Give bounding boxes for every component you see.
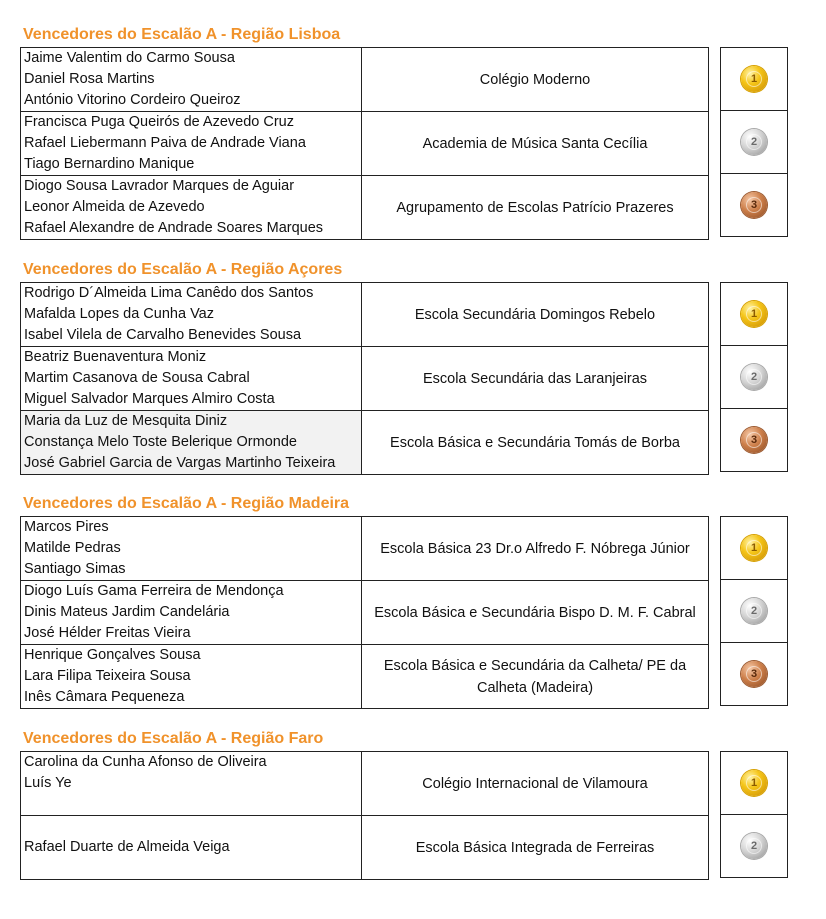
winner-name: Matilde Pedras: [24, 540, 121, 556]
winner-name: António Vitorino Cordeiro Queiroz: [24, 92, 241, 108]
winner-name: [21, 794, 361, 815]
winner-name: José Hélder Freitas Vieira: [24, 625, 191, 641]
section-title: Vencedores do Escalão A - Região Faro: [23, 730, 324, 747]
winners-table: [20, 282, 709, 475]
school-cell: [362, 112, 709, 176]
school-cell: [362, 581, 709, 645]
winners-table: [20, 516, 709, 709]
bronze-medal-icon: 3: [741, 661, 767, 687]
medals-table: [720, 282, 788, 472]
medals-table: [720, 516, 788, 706]
school-name: Colégio Moderno: [479, 71, 591, 88]
winner-name: Inês Câmara Pequeneza: [24, 689, 185, 705]
winner-name: Jaime Valentim do Carmo Sousa: [24, 50, 235, 66]
names-cell: [21, 581, 362, 645]
table-row: [21, 752, 709, 816]
medal-cell: [721, 346, 788, 409]
school-name: Escola Básica e Secundária da Calheta/ PE da Calheta (Madeira): [383, 657, 687, 696]
school-cell: [362, 347, 709, 411]
names-cell: [21, 283, 362, 347]
winner-name: Francisca Puga Queirós de Azevedo Cruz: [24, 114, 294, 130]
table-row: [21, 581, 709, 645]
medal-cell: [721, 111, 788, 174]
school-cell: [362, 176, 709, 240]
school-name: Escola Básica e Secundária Bispo D. M. F. Cabral: [374, 604, 696, 621]
winner-name: Dinis Mateus Jardim Candelária: [24, 604, 230, 620]
school-name: Escola Secundária das Laranjeiras: [422, 370, 648, 387]
winner-name: Lara Filipa Teixeira Sousa: [24, 668, 191, 684]
silver-medal-icon: 2: [741, 598, 767, 624]
table-row: [21, 816, 709, 880]
medal-cell: [721, 409, 788, 472]
table-row: [21, 347, 709, 411]
winner-name: Maria da Luz de Mesquita Diniz: [24, 413, 228, 429]
school-name: Academia de Música Santa Cecília: [422, 135, 648, 152]
school-cell: [362, 411, 709, 475]
school-name: Escola Básica e Secundária Tomás de Borba: [390, 434, 680, 451]
names-cell: [21, 347, 362, 411]
school-name: Agrupamento de Escolas Patrício Prazeres: [396, 199, 674, 216]
winner-name: Diogo Luís Gama Ferreira de Mendonça: [24, 583, 284, 599]
winner-name: Mafalda Lopes da Cunha Vaz: [24, 306, 214, 322]
names-cell: [21, 112, 362, 176]
names-cell: [21, 411, 362, 475]
winner-name: Luís Ye: [24, 775, 72, 791]
medal-cell: [721, 643, 788, 706]
medal-cell: [721, 174, 788, 237]
medal-cell: [721, 815, 788, 878]
winner-name: Rafael Duarte de Almeida Veiga: [24, 839, 230, 855]
medals-table: [720, 751, 788, 878]
table-row: [21, 283, 709, 347]
school-name: Escola Secundária Domingos Rebelo: [414, 306, 656, 323]
medals-table: [720, 47, 788, 237]
winner-name: Henrique Gonçalves Sousa: [24, 647, 201, 663]
names-cell: [21, 517, 362, 581]
winner-name: Rafael Liebermann Paiva de Andrade Viana: [24, 135, 306, 151]
school-name: Colégio Internacional de Vilamoura: [422, 775, 648, 792]
gold-medal-icon: 1: [741, 535, 767, 561]
table-row: [21, 517, 709, 581]
school-cell: [362, 283, 709, 347]
winner-name: José Gabriel Garcia de Vargas Martinho Teixeira: [24, 455, 336, 471]
medal-cell: [721, 283, 788, 346]
section-title: Vencedores do Escalão A - Região Açores: [23, 261, 343, 278]
school-cell: [362, 816, 709, 880]
school-cell: [362, 517, 709, 581]
winner-name: Santiago Simas: [24, 561, 126, 577]
winner-name: Tiago Bernardino Manique: [24, 156, 195, 172]
section-title: Vencedores do Escalão A - Região Madeira: [23, 495, 350, 512]
names-cell: [21, 48, 362, 112]
gold-medal-icon: 1: [741, 770, 767, 796]
table-row: [21, 411, 709, 475]
winner-name: Isabel Vilela de Carvalho Benevides Sousa: [24, 327, 302, 343]
bronze-medal-icon: 3: [741, 192, 767, 218]
winner-name: Miguel Salvador Marques Almiro Costa: [24, 391, 275, 407]
winner-name: Beatriz Buenaventura Moniz: [24, 349, 207, 365]
winner-name: Martim Casanova de Sousa Cabral: [24, 370, 250, 386]
medal-cell: [721, 48, 788, 111]
gold-medal-icon: 1: [741, 301, 767, 327]
school-cell: [362, 48, 709, 112]
winners-table: [20, 751, 709, 880]
school-cell: [362, 645, 709, 709]
school-name: Escola Básica 23 Dr.o Alfredo F. Nóbrega Júnior: [380, 540, 690, 557]
winner-name: Leonor Almeida de Azevedo: [24, 199, 205, 215]
names-cell: [21, 752, 362, 816]
bronze-medal-icon: 3: [741, 427, 767, 453]
silver-medal-icon: 2: [741, 364, 767, 390]
silver-medal-icon: 2: [741, 129, 767, 155]
winner-name: Rodrigo D´Almeida Lima Canêdo dos Santos: [24, 285, 314, 301]
school-cell: [362, 752, 709, 816]
names-cell: [21, 176, 362, 240]
table-row: [21, 112, 709, 176]
winner-name: [21, 858, 361, 879]
medal-cell: [721, 517, 788, 580]
names-cell: [21, 645, 362, 709]
table-row: [21, 48, 709, 112]
school-name: Escola Básica Integrada de Ferreiras: [415, 839, 655, 856]
winner-name: Rafael Alexandre de Andrade Soares Marques: [24, 220, 324, 236]
winner-name: [21, 816, 361, 837]
winner-name: Marcos Pires: [24, 519, 109, 535]
winner-name: Carolina da Cunha Afonso de Oliveira: [24, 754, 267, 770]
section-title: Vencedores do Escalão A - Região Lisboa: [23, 26, 341, 43]
table-row: [21, 645, 709, 709]
winners-table: [20, 47, 709, 240]
winner-name: Daniel Rosa Martins: [24, 71, 155, 87]
medal-cell: [721, 580, 788, 643]
silver-medal-icon: 2: [741, 833, 767, 859]
gold-medal-icon: 1: [741, 66, 767, 92]
medal-cell: [721, 752, 788, 815]
winner-name: Constança Melo Toste Belerique Ormonde: [24, 434, 297, 450]
winner-name: Diogo Sousa Lavrador Marques de Aguiar: [24, 178, 295, 194]
table-row: [21, 176, 709, 240]
names-cell: [21, 816, 362, 880]
